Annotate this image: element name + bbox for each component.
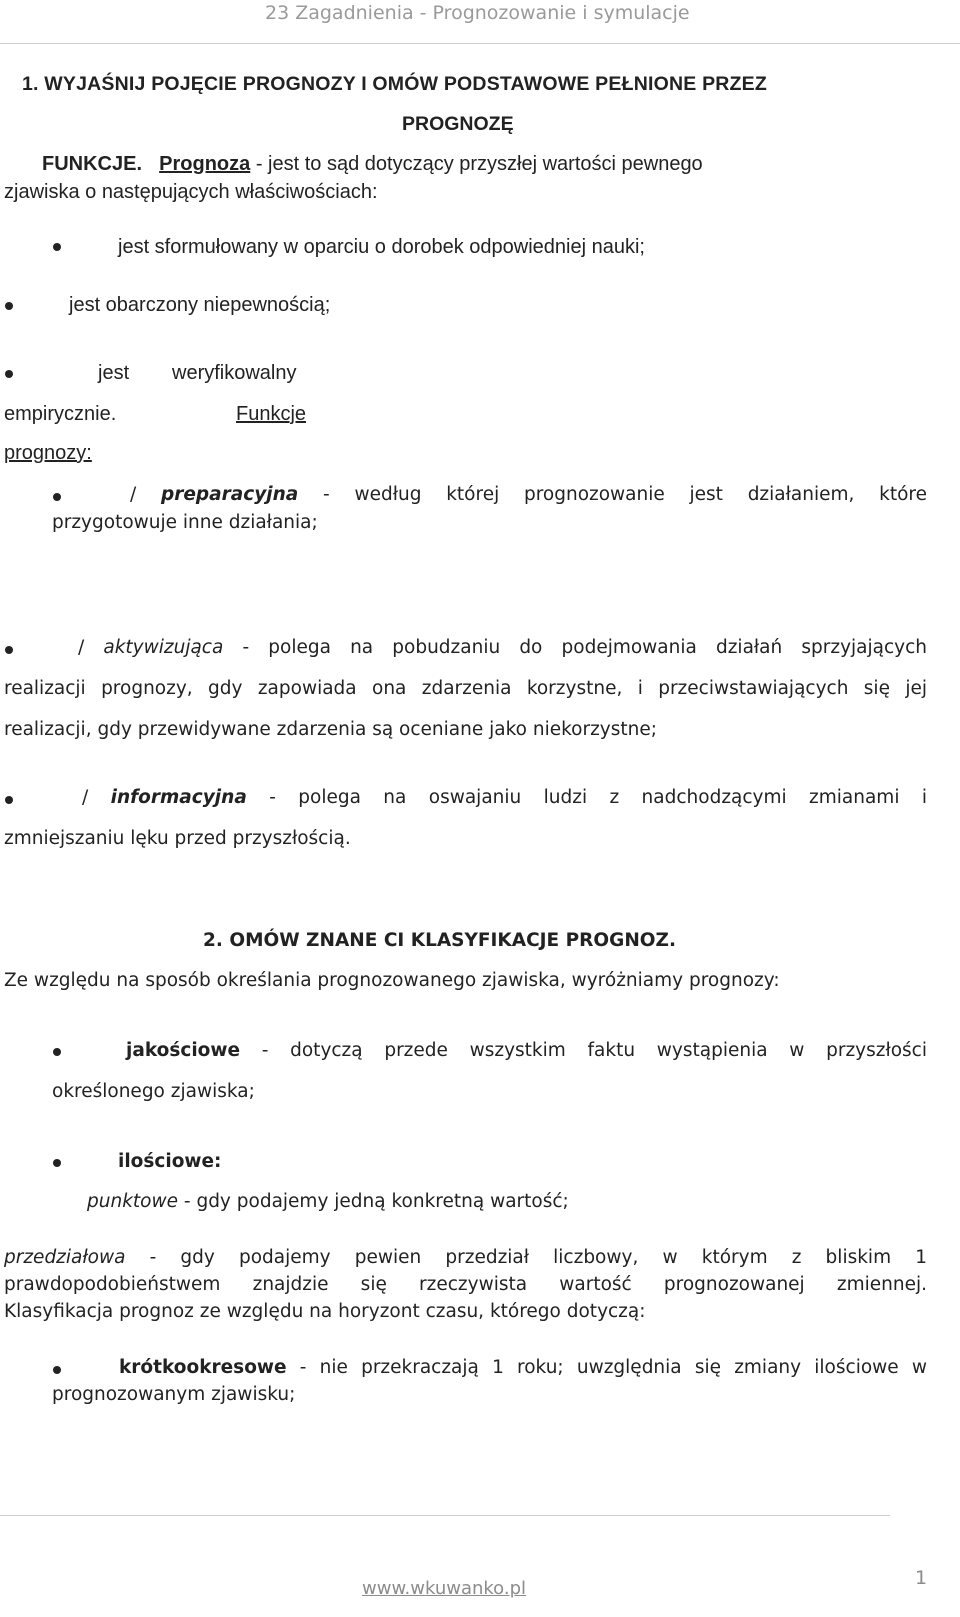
bullet — [53, 1048, 61, 1056]
section1-heading-line2: PROGNOZĘ — [402, 113, 514, 135]
informacyjna-term: informacyjna — [110, 787, 247, 808]
property-3-line2: empirycznie. — [4, 403, 117, 425]
preparacyjna-term: preparacyjna — [161, 484, 299, 505]
function-aktywizujaca-line1: / aktywizująca - polega na pobudzaniu do podejmowania działań sprzyjających — [78, 637, 927, 658]
bullet — [53, 493, 61, 501]
section2-intro: Ze względu na sposób określania prognozowanego zjawiska, wyróżniamy prognozy: — [4, 970, 780, 991]
function-aktywizujaca-line3: realizacji, gdy przewidywane zdarzenia są oceniane jako niekorzystne; — [4, 719, 657, 740]
function-informacyjna-line2: zmniejszaniu lęku przed przyszłością. — [4, 828, 351, 849]
function-preparacyjna-line1: / preparacyjna - według której prognozowanie jest działaniem, które — [130, 484, 927, 505]
przedzialowa-line1: przedziałowa - gdy podajemy pewien przedział liczbowy, w którym z bliskim 1 — [4, 1247, 927, 1268]
bullet — [53, 243, 61, 251]
definition-rest: - jest to sąd dotyczący przyszłej wartości pewnego — [255, 153, 703, 175]
bullet — [5, 796, 13, 804]
page-number: 1 — [915, 1567, 928, 1589]
krotkookresowe-term: krótkookresowe — [119, 1357, 287, 1378]
functions-label-part2: prognozy: — [4, 442, 92, 464]
definition-line1 — [42, 153, 703, 176]
header-divider — [0, 43, 960, 44]
bullet — [53, 1159, 61, 1167]
footer-link[interactable]: www.wkuwanko.pl — [362, 1578, 527, 1599]
funkcje-label: FUNKCJE. — [42, 153, 143, 175]
krotkookresowe-line2: prognozowanym zjawisku; — [52, 1384, 296, 1405]
krotkookresowe-line1: krótkookresowe - nie przekraczają 1 roku; uwzględnia się zmiany ilościowe w — [119, 1357, 927, 1378]
bullet — [5, 370, 13, 378]
przedzialowa-line2: prawdopodobieństwem znajdzie się rzeczywista wartość prognozowanej zmiennej. — [4, 1274, 927, 1295]
section2-heading: 2. OMÓW ZNANE CI KLASYFIKACJE PROGNOZ. — [203, 930, 676, 951]
functions-label-part1: Funkcje — [236, 403, 307, 425]
bullet — [53, 1366, 61, 1374]
aktywizujaca-term: aktywizująca — [103, 637, 224, 658]
jakosciowe-line1: jakościowe - dotyczą przede wszystkim faktu wystąpienia w przyszłości — [126, 1040, 927, 1061]
property-2: jest obarczony niepewnością; — [69, 294, 331, 316]
bullet — [5, 646, 13, 654]
punktowe-term: punktowe — [87, 1191, 178, 1212]
prognoza-term: Prognoza — [159, 153, 251, 175]
punktowe-line: punktowe - gdy podajemy jedną konkretną wartość; — [87, 1191, 569, 1212]
property-3-word1: jest — [98, 362, 130, 384]
property-1: jest sformułowany w oparciu o dorobek odpowiedniej nauki; — [118, 236, 645, 258]
przedzialowa-term: przedziałowa — [4, 1247, 126, 1268]
ilosciowe-term: ilościowe: — [118, 1151, 222, 1172]
function-informacyjna-line1: / informacyjna - polega na oswajaniu ludzi z nadchodzącymi zmianami i — [82, 787, 927, 808]
page-header-title: 23 Zagadnienia - Prognozowanie i symulacje — [265, 2, 690, 24]
definition-line2: zjawiska o następujących właściwościach: — [4, 181, 378, 203]
jakosciowe-line2: określonego zjawiska; — [52, 1081, 255, 1102]
function-aktywizujaca-line2: realizacji prognozy, gdy zapowiada ona zdarzenia korzystne, i przeciwstawiających się jej — [4, 678, 927, 699]
horizon-intro: Klasyfikacja prognoz ze względu na horyzont czasu, którego dotyczą: — [4, 1301, 646, 1322]
section1-heading-line1: 1. WYJAŚNIJ POJĘCIE PROGNOZY I OMÓW PODSTAWOWE PEŁNIONE PRZEZ — [22, 73, 767, 95]
property-3-word2: weryfikowalny — [172, 362, 297, 384]
function-preparacyjna-line2: przygotowuje inne działania; — [52, 512, 318, 533]
jakosciowe-term: jakościowe — [126, 1040, 241, 1061]
footer-divider — [0, 1515, 890, 1516]
bullet — [5, 302, 13, 310]
